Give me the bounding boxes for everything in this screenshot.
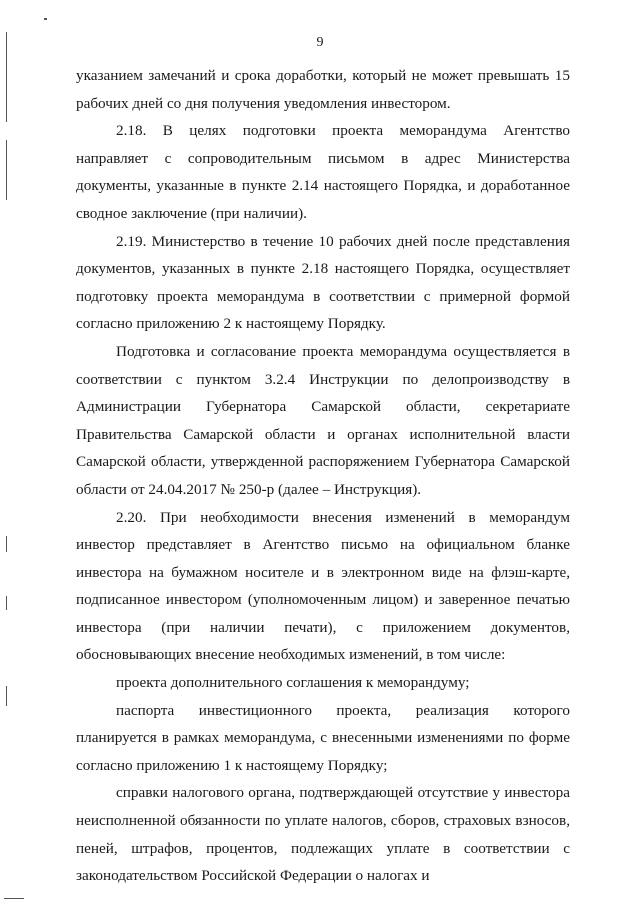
scan-mark <box>4 898 24 899</box>
paragraph: 2.18. В целях подготовки проекта меморандума Агентство направляет с сопроводительным письмом в адрес Министерства документы, указанные в пункте 2.14 настоящего Порядка, и доработанное сводное заключение (при наличии). <box>76 122 570 222</box>
scan-mark <box>6 686 7 706</box>
scan-mark <box>6 32 7 122</box>
paragraph: Подготовка и согласование проекта меморандума осуществляется в соответствии с пунктом 3.2.4 Инструкции по делопроизводству в Администрации Губернатора Самарской области, секретариате Правительства Самарской области и органах исполнительной власти Самарской области, утвержденной распоряжением Губернатора Самарской области от 24.04.2017 № 250-р (далее – Инструкция). <box>76 342 570 498</box>
paragraph: паспорта инвестиционного проекта, реализация которого планируется в рамках меморандума, с внесенными изменениями по форме согласно приложению 1 к настоящему Порядку; <box>76 701 570 774</box>
scan-mark <box>6 596 7 610</box>
scan-mark <box>6 140 7 200</box>
paragraph: справки налогового органа, подтверждающей отсутствие у инвестора неисполненной обязанности по уплате налогов, сборов, страховых взносов, пеней, штрафов, процентов, подлежащих уплате в соответствии с законодательством Российской Федерации о налогах и <box>76 784 570 885</box>
paragraph: указанием замечаний и срока доработки, который не может превышать 15 рабочих дней со дня получения уведомления инвестором. <box>76 67 570 112</box>
scan-mark <box>44 18 47 20</box>
paragraph: проекта дополнительного соглашения к меморандуму; <box>116 674 470 692</box>
page-number: 9 <box>316 35 324 50</box>
paragraph: 2.19. Министерство в течение 10 рабочих дней после представления документов, указанных в пункте 2.18 настоящего Порядка, осуществляет подготовку проекта меморандума в соответствии с примерной формой согласно приложению 2 к настоящему Порядку. <box>76 232 570 333</box>
paragraph: 2.20. При необходимости внесения изменений в меморандум инвестор представляет в Агентство письмо на официальном бланке инвестора на бумажном носителе и в электронном виде на флэш-карте, подписанное инвестором (уполномоченным лицом) и заверенное печатью инвестора (при наличии печати), с приложением документов, обосновывающих внесение необходимых изменений, в том числе: <box>76 508 570 664</box>
document-body <box>76 62 570 890</box>
scan-mark <box>6 536 7 552</box>
